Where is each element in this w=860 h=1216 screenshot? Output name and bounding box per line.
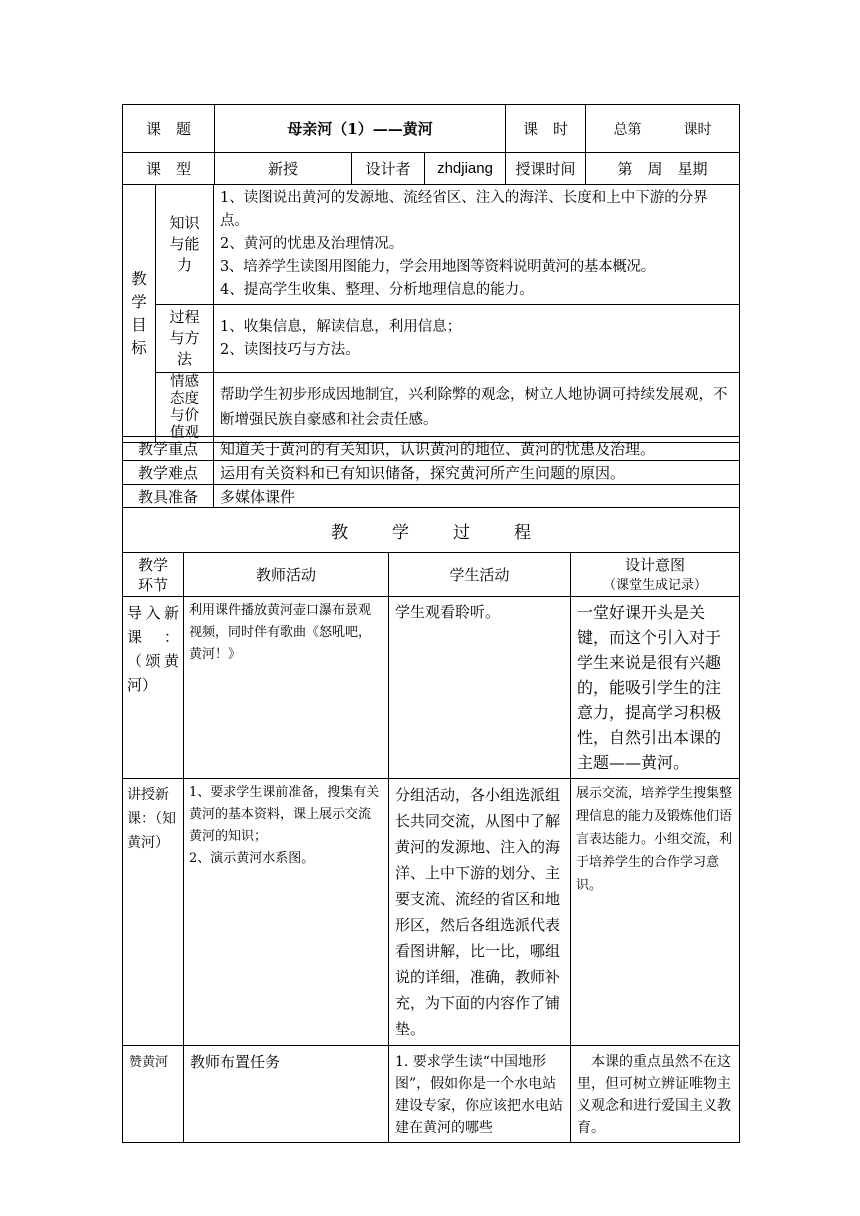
col-intent-sub: （课堂生成记录） <box>602 577 707 593</box>
knowledge-item: 3、培养学生读图用图能力，学会用地图等资料说明黄河的基本概况。 <box>220 259 655 275</box>
goals-label: 教学目标 <box>123 185 156 443</box>
stage-praise: 赞黄河 <box>123 1046 184 1143</box>
intent-intro: 一堂好课开头是关键，而这个引入对于学生来说是很有兴趣的，能吸引学生的注意力，提高学习积极性，自然引出本课的主题——黄河。 <box>571 597 740 779</box>
key-points-text: 知道关于黄河的有关知识，认识黄河的地位、黄河的忧患及治理。 <box>214 437 740 461</box>
teaching-process-table <box>122 507 740 1143</box>
teach-time-value: 第 周 星期 <box>586 153 740 185</box>
stage-lecture: 讲授新课：（知黄河） <box>123 779 184 1046</box>
col-intent <box>571 553 740 597</box>
process-item: 2、读图技巧与方法。 <box>220 341 360 358</box>
knowledge-content <box>214 185 740 305</box>
col-stage: 教学环节 <box>123 553 184 597</box>
teacher-praise: 教师布置任务 <box>184 1046 389 1143</box>
hours-value: 总第 课时 <box>586 105 740 153</box>
difficulties-label: 教学难点 <box>123 461 214 485</box>
process-item: 1、收集信息，解读信息，利用信息； <box>220 318 462 335</box>
difficulties-text: 运用有关资料和已有知识储备，探究黄河所产生问题的原因。 <box>214 461 740 485</box>
knowledge-item: 2、黄河的忧患及治理情况。 <box>220 236 404 252</box>
type-value: 新授 <box>215 153 352 185</box>
teach-time-label: 授课时间 <box>506 153 586 185</box>
process-title: 教学过程 <box>123 508 740 553</box>
teaching-goals-table <box>122 184 740 443</box>
col-intent-title: 设计意图 <box>624 555 685 574</box>
designer-label: 设计者 <box>352 153 425 185</box>
tools-label: 教具准备 <box>123 485 214 508</box>
student-intro: 学生观看聆听。 <box>389 597 571 779</box>
designer-value: zhdjiang <box>425 153 506 185</box>
topic-label: 课 题 <box>123 105 215 153</box>
intent-lecture: 展示交流，培养学生搜集整理信息的能力及锻炼他们语言表达能力。小组交流，利于培养学生的合作学习意识。 <box>571 779 740 1046</box>
student-lecture: 分组活动，各小组选派组长共同交流，从图中了解黄河的发源地、注入的海洋、上中下游的划分、主要支流、流经的省区和地形区，然后各组选派代表看图讲解，比一比，哪组说的详细，准确，教师补充，为下面的内容作了铺垫。 <box>389 779 571 1046</box>
teacher-lecture <box>184 779 389 1046</box>
process-content <box>214 305 740 373</box>
summary-table <box>122 436 740 508</box>
col-teacher: 教师活动 <box>184 553 389 597</box>
knowledge-item: 4、提高学生收集、整理、分析地理信息的能力。 <box>220 282 534 298</box>
lesson-header-table <box>122 104 740 185</box>
topic-value: 母亲河（1）——黄河 <box>215 105 506 153</box>
knowledge-item: 1、读图说出黄河的发源地、流经省区、注入的海洋、长度和上中下游的分界点。 <box>220 190 708 229</box>
col-student: 学生活动 <box>389 553 571 597</box>
teacher-lecture-item: 2、演示黄河水系图。 <box>189 851 315 866</box>
hours-label: 课 时 <box>506 105 586 153</box>
type-label: 课 型 <box>123 153 215 185</box>
intent-praise: 本课的重点虽然不在这里，但可树立辨证唯物主义观念和进行爱国主义教育。 <box>571 1046 740 1143</box>
key-points-label: 教学重点 <box>123 437 214 461</box>
student-praise: 1. 要求学生读“中国地形图”，假如你是一个水电站建设专家，你应该把水电站建在黄河的哪些 <box>389 1046 571 1143</box>
stage-intro: 导入新课：（颂黄河） <box>123 597 184 779</box>
process-label: 过程与方法 <box>156 305 214 373</box>
emotion-label: 情感态度与价值观 <box>156 373 214 443</box>
tools-text: 多媒体课件 <box>214 485 740 508</box>
teacher-intro: 利用课件播放黄河壶口瀑布景观视频，同时伴有歌曲《怒吼吧，黄河！》 <box>184 597 389 779</box>
teacher-lecture-item: 1、要求学生课前准备，搜集有关黄河的基本资料，课上展示交流黄河的知识； <box>189 785 380 844</box>
emotion-content: 帮助学生初步形成因地制宜，兴利除弊的观念，树立人地协调可持续发展观，不断增强民族自豪感和社会责任感。 <box>214 373 740 443</box>
knowledge-label: 知识与能力 <box>156 185 214 305</box>
